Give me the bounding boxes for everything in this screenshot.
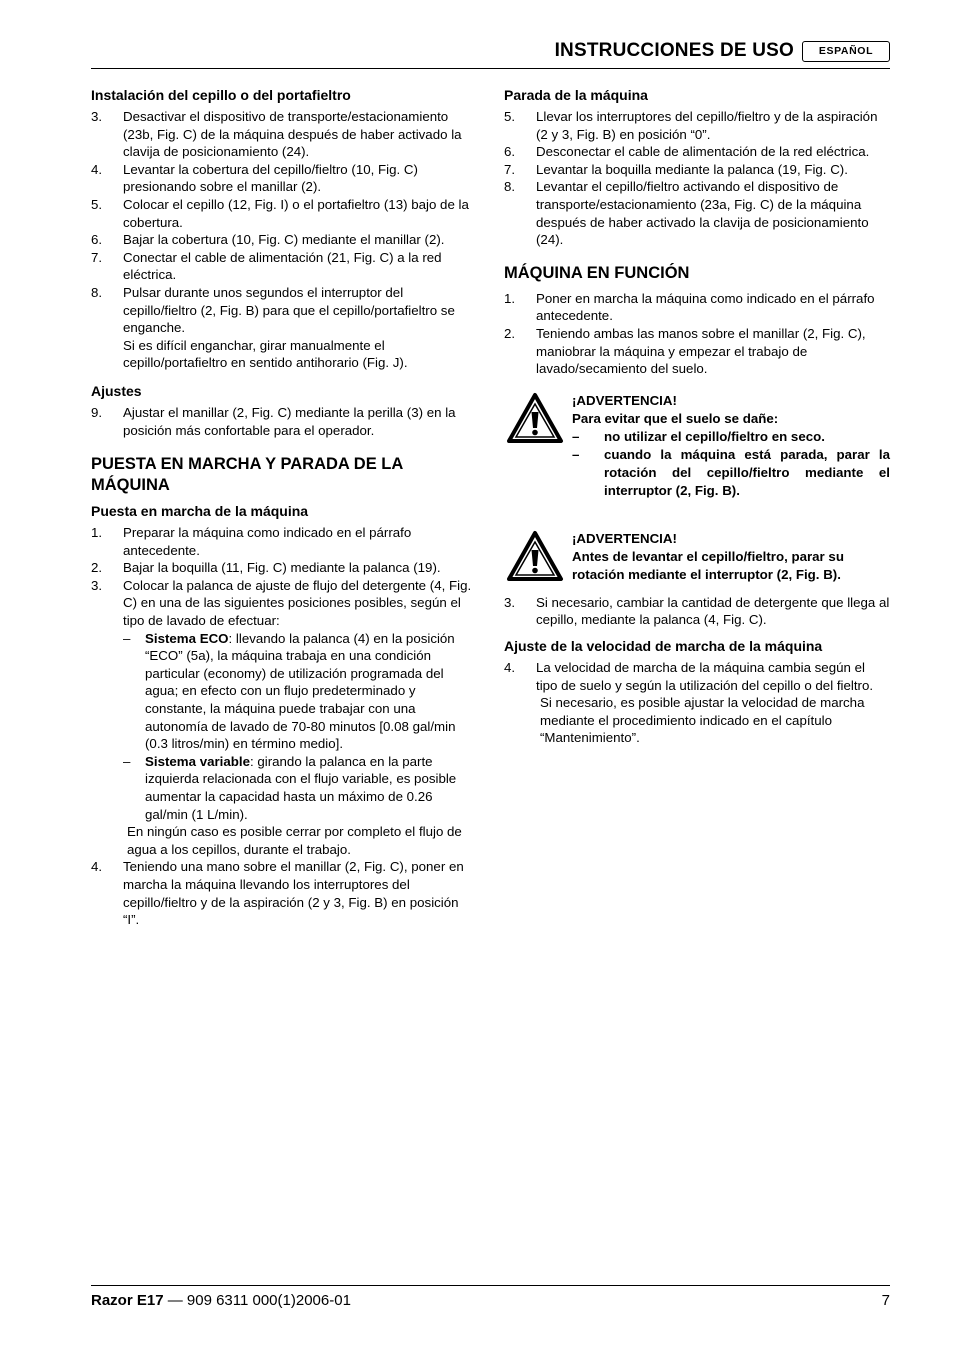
- section-title-ajustes: Ajustes: [91, 382, 142, 399]
- left-column: [91, 86, 475, 929]
- list-number: 6.: [504, 144, 516, 160]
- list-item: [91, 577, 475, 630]
- speed-note: Si necesario, es posible ajustar la velocidad de marcha mediante el procedimiento indicado en el capítulo “Mantenimiento”.: [540, 695, 865, 746]
- warning-point: – no utilizar el cepillo/fieltro en seco.: [572, 428, 825, 444]
- list-text: Desactivar el dispositivo de transporte/estacionamiento (23b, Fig. C) de la máquina después de haber activado la clavija de posicionamiento (24).: [123, 109, 462, 160]
- list-text: Pulsar durante unos segundos el interruptor del cepillo/fieltro (2, Fig. B) para que el cepillo/portafieltro se enganche.: [123, 284, 455, 336]
- warning-title: ¡ADVERTENCIA!: [572, 392, 677, 408]
- language-badge: ESPAÑOL: [802, 41, 890, 62]
- list-number: 2.: [504, 325, 516, 341]
- warning-icon: [506, 530, 564, 582]
- list-item: [91, 284, 475, 337]
- list-number: 5.: [504, 109, 516, 124]
- section-title-speed: Ajuste de la velocidad de marcha de la máquina: [504, 637, 823, 654]
- list-number: 8.: [504, 179, 516, 195]
- list-text: Desconectar el cable de alimentación de la red eléctrica.: [536, 144, 870, 160]
- list-text: Levantar el cepillo/fieltro activando el dispositivo de transporte/estacionamiento (23a, Fig. C) de la máquina después de haber activado la clavija de posicionamiento (24).: [536, 179, 869, 248]
- list-item: 4. La velocidad de marcha de la máquina cambia según el tipo de suelo y según la utilización del cepillo o del fieltro.: [504, 659, 874, 693]
- list-number: 1.: [91, 525, 103, 541]
- page-number: 7: [881, 1292, 890, 1309]
- operation-steps: [504, 290, 890, 378]
- list-item: [504, 108, 890, 143]
- warning-box-2: [504, 530, 890, 586]
- list-text: Bajar la cobertura (10, Fig. C) mediante el manillar (2).: [123, 232, 445, 248]
- right-column: [504, 86, 890, 747]
- section-title-stop: Parada de la máquina: [504, 87, 648, 103]
- list-text: Poner en marcha la máquina como indicado en el párrafo antecedente.: [536, 290, 875, 324]
- list-number: 8.: [91, 284, 103, 300]
- list-number: 5.: [91, 196, 103, 212]
- warning-intro: Para evitar que el suelo se dañe:: [572, 410, 779, 426]
- list-item: [91, 231, 475, 249]
- page-header: [91, 38, 890, 69]
- option-variable: – Sistema variable: girando la palanca en la parte izquierda relacionada con el flujo variable, es posible aumentar la capacidad hasta un máximo de 0.26 gal/min (1 L/min).: [123, 753, 457, 822]
- option-eco: – Sistema ECO: llevando la palanca (4) en la posición “ECO” (5a), la máquina trabaja en una condición particular (economy) de utilización programada del agua; en efecto con un flujo predeterminado y constante, la máquina puede trabajar con una autonomía de lavado de 70-80 minutos [0.08 gal/min (0.3 litros/min) en término medio].: [123, 630, 456, 752]
- warning-point: – cuando la máquina está parada, parar la rotación del cepillo/fieltro mediante el interruptor (2, Fig. B).: [572, 446, 890, 498]
- warning-box-1: [504, 392, 890, 500]
- list-item: [504, 143, 890, 161]
- list-number: 7.: [91, 249, 103, 265]
- list-item: [91, 196, 475, 231]
- list-item: [504, 325, 890, 378]
- stop-steps: [504, 108, 890, 249]
- list-number: 3.: [91, 577, 103, 593]
- list-text: Bajar la boquilla (11, Fig. C) mediante la palanca (19).: [123, 560, 441, 576]
- list-number: 7.: [504, 161, 516, 177]
- list-text: Colocar el cepillo (12, Fig. I) o el portafieltro (13) bajo de la cobertura.: [123, 196, 469, 230]
- list-item: [91, 249, 475, 284]
- list-number: 4.: [91, 161, 103, 177]
- warning-text: Antes de levantar el cepillo/fieltro, parar su rotación mediante el interruptor (2, Fig. B).: [572, 548, 844, 582]
- list-item: 9. Ajustar el manillar (2, Fig. C) mediante la perilla (3) en la posición más confortable para el operador.: [91, 404, 456, 438]
- list-item: [504, 290, 890, 325]
- list-number: 2.: [91, 560, 103, 576]
- installation-note: Si es difícil enganchar, girar manualmente el cepillo/portafieltro en sentido antihorario (Fig. J).: [123, 337, 408, 371]
- list-text: Preparar la máquina como indicado en el párrafo antecedente.: [123, 525, 412, 558]
- list-item: [504, 178, 890, 248]
- heading-puesta-en-marcha: PUESTA EN MARCHA Y PARADA DE LA MÁQUINA: [91, 455, 403, 495]
- list-text: Conectar el cable de alimentación (21, Fig. C) a la red eléctrica.: [123, 249, 442, 283]
- page-title: INSTRUCCIONES DE USO: [554, 40, 794, 61]
- list-item: [91, 161, 475, 196]
- list-item: [504, 161, 890, 179]
- list-item: [91, 524, 475, 559]
- list-item: [91, 559, 475, 577]
- list-item: [91, 108, 475, 161]
- section-title-start: Puesta en marcha de la máquina: [91, 503, 309, 520]
- list-number: 3.: [91, 109, 103, 124]
- section-title-installation: Instalación del cepillo o del portafieltro: [91, 87, 351, 103]
- warning-icon: [506, 392, 564, 444]
- list-text: Levantar la boquilla mediante la palanca (19, Fig. C).: [536, 161, 848, 177]
- list-number: 6.: [91, 232, 103, 248]
- heading-maquina-en-funcion: MÁQUINA EN FUNCIÓN: [504, 263, 690, 282]
- list-item: 4. Teniendo una mano sobre el manillar (2, Fig. C), poner en marcha la máquina llevando los interruptores del cepillo/fieltro y de la aspiración (2 y 3, Fig. B) en posición “I”.: [91, 859, 464, 928]
- list-text: Teniendo ambas las manos sobre el manillar (2, Fig. C), maniobrar la máquina y empezar el trabajo de lavado/secamiento del suelo.: [536, 325, 866, 377]
- list-text: Colocar la palanca de ajuste de flujo del detergente (4, Fig. C) en una de las siguientes posiciones posibles, según el tipo de lavado de efectuar:: [123, 577, 472, 629]
- list-text: Levantar la cobertura del cepillo/fieltro (10, Fig. C) presionando sobre el manillar (2).: [123, 161, 418, 195]
- flow-note: En ningún caso es posible cerrar por completo el flujo de agua a los cepillos, durante el trabajo.: [127, 824, 462, 857]
- page-footer: [91, 1285, 890, 1309]
- warning-title: ¡ADVERTENCIA!: [572, 530, 677, 546]
- list-item: 3. Si necesario, cambiar la cantidad de detergente que llega al cepillo, mediante la palanca (4, Fig. C).: [504, 594, 890, 628]
- detergent-options: [91, 630, 475, 824]
- installation-steps: [91, 108, 475, 337]
- start-steps: [91, 524, 475, 630]
- footer-doc-ref: Razor E17 — 909 6311 000(1)2006-01: [91, 1292, 351, 1309]
- list-number: 1.: [504, 290, 516, 306]
- list-text: Llevar los interruptores del cepillo/fieltro y de la aspiración (2 y 3, Fig. B) en posición “0”.: [536, 109, 878, 142]
